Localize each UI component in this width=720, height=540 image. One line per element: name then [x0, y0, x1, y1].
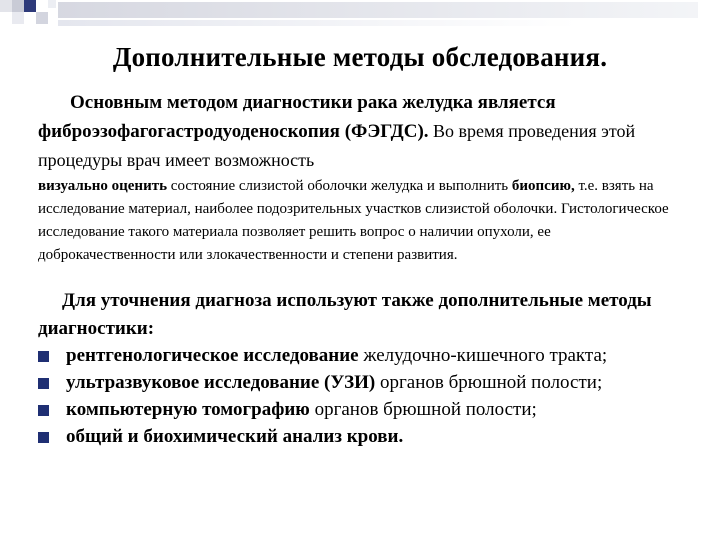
body-bold-biopsy: биопсию,	[511, 178, 575, 194]
body-text-2: состояние слизистой оболочки желудка и выполнить	[167, 178, 512, 194]
square-bullet-icon	[38, 351, 49, 362]
decor-strip	[58, 2, 698, 18]
list-item	[38, 343, 698, 368]
decor-square	[24, 0, 36, 12]
body-bold-visual: визуально оценить	[38, 178, 168, 194]
lead-rest-text: Во время проведения этой процедуры врач имеет возможность	[38, 121, 636, 170]
intro-body	[38, 175, 688, 267]
item-bold: компьютерную томографию	[66, 399, 310, 420]
methods-list	[38, 343, 698, 449]
square-bullet-icon	[38, 432, 49, 443]
item-text: органов брюшной полости;	[309, 399, 537, 420]
item-text: желудочно-кишечного тракта;	[358, 345, 608, 366]
page-title: Дополнительные методы обследования.	[112, 42, 608, 72]
decor-square	[0, 0, 12, 12]
decor-square	[12, 0, 24, 12]
list-item	[38, 370, 698, 395]
decor-strip-light	[58, 20, 578, 26]
decor-square	[48, 0, 56, 8]
intro-lead	[38, 88, 688, 175]
list-item	[38, 424, 698, 449]
item-bold: ультразвуковое исследование (УЗИ)	[66, 372, 376, 393]
item-bold: общий и биохимический анализ крови.	[66, 426, 404, 447]
square-bullet-icon	[38, 378, 49, 389]
body-text-3: т.е. взять на исследование материал, наиболее подозрительных участков слизистой оболочки. Гистологическое исследование такого материала позволяет решить вопрос о наличии опухоли, ее доброкачественности или злокачественности и степени развития.	[38, 178, 669, 263]
methods-intro: Для уточнения диагноза используют также дополнительные методы диагностики:	[38, 290, 652, 339]
list-item	[38, 397, 698, 422]
item-text: органов брюшной полости;	[375, 372, 603, 393]
square-bullet-icon	[38, 405, 49, 416]
decor-square	[12, 12, 24, 24]
decor-square	[36, 12, 48, 24]
methods-section	[38, 287, 698, 451]
intro-paragraph	[38, 88, 688, 267]
header-decoration	[0, 0, 720, 40]
item-bold: рентгенологическое исследование	[66, 345, 359, 366]
lead-bold-text: Основным методом диагностики рака желудка является фиброэзофагогастродуоденоскопия (ФЭГДС).	[38, 92, 556, 142]
